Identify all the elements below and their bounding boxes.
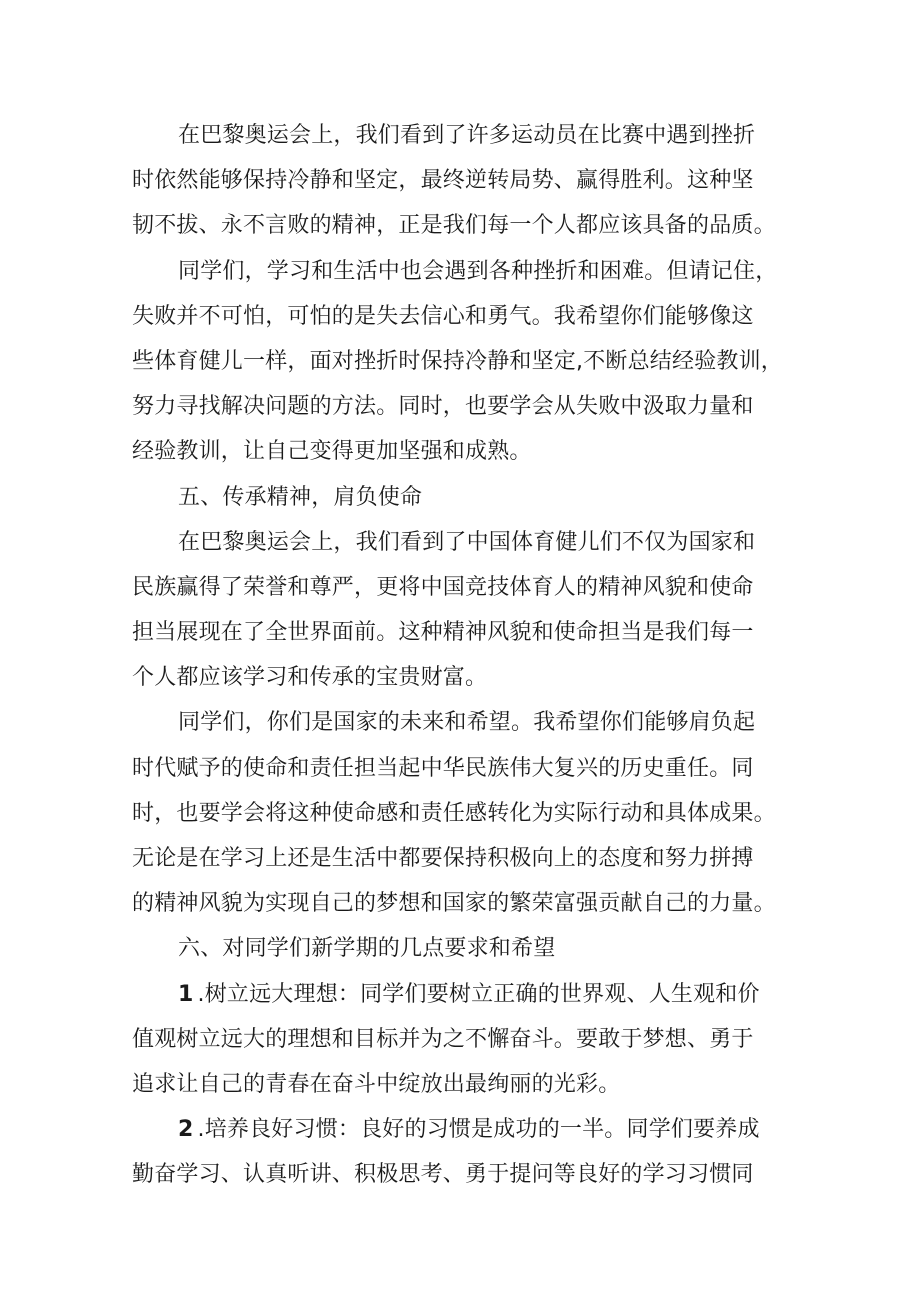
- text-line: 韧不拔、永不言败的精神，正是我们每一个人都应该具备的品质。: [132, 213, 776, 239]
- text-line: 同学们，学习和生活中也会遇到各种挫折和困难。但请记住，: [178, 258, 778, 284]
- paragraph-mission: [132, 700, 797, 926]
- text-line: 经验教训，让自己变得更加坚强和成熟。: [132, 439, 532, 465]
- text-line: 担当展现在了全世界面前。这种精神风貌和使命担当是我们每一: [132, 620, 754, 646]
- paragraph-facing-setbacks: [132, 249, 797, 475]
- text-line: 在巴黎奥运会上，我们看到了许多运动员在比赛中遇到挫折: [178, 123, 756, 148]
- section-heading: 六、对同学们新学期的几点要求和希望: [178, 936, 556, 962]
- text-line: 时依然能够保持冷静和坚定，最终逆转局势、赢得胜利。这种坚: [132, 168, 754, 194]
- text-run: .树立远大理想：同学们要树立正确的世界观、人生观和价: [197, 981, 760, 1007]
- section-heading-six: [132, 926, 797, 971]
- list-number: 2: [178, 1117, 194, 1143]
- text-line: 勤奋学习、认真听讲、积极思考、勇于提问等良好的学习习惯同: [132, 1162, 754, 1188]
- list-item-habits: [132, 1107, 797, 1197]
- text-line: 无论是在学习上还是生活中都要保持积极向上的态度和努力拼搏: [132, 846, 754, 871]
- text-line: 值观树立远大的理想和目标并为之不懈奋斗。要敢于梦想、勇于: [132, 1026, 754, 1052]
- text-line: 民族赢得了荣誉和尊严，更将中国竞技体育人的精神风貌和使命: [132, 574, 754, 600]
- section-heading: 五、传承精神，肩负使命: [178, 484, 423, 510]
- text-line: [132, 1107, 797, 1152]
- text-line: 些体育健儿一样，面对挫折时保持冷静和坚定,不断总结经验教训，: [132, 348, 783, 374]
- paragraph-spirit-showcase: [132, 520, 797, 701]
- text-line: 追求让自己的青春在奋斗中绽放出最绚丽的光彩。: [132, 1071, 621, 1097]
- text-line: 失败并不可怕，可怕的是失去信心和勇气。我希望你们能够像这: [132, 303, 754, 329]
- list-number: 1: [178, 981, 194, 1007]
- list-item-ideals: [132, 972, 797, 1108]
- text-line: 时代赋予的使命和责任担当起中华民族伟大复兴的历史重任。同: [132, 755, 754, 781]
- text-line: 的精神风貌为实现自己的梦想和国家的繁荣富强贡献自己的力量。: [132, 891, 776, 917]
- section-heading-five: [132, 475, 797, 520]
- text-run: .培养良好习惯：良好的习惯是成功的一半。同学们要养成: [197, 1117, 760, 1143]
- paragraph-perseverance: [132, 113, 797, 249]
- text-line: 时，也要学会将这种使命感和责任感转化为实际行动和具体成果。: [132, 800, 776, 826]
- text-line: 个人都应该学习和传承的宝贵财富。: [132, 665, 488, 691]
- text-line: 同学们，你们是国家的未来和希望。我希望你们能够肩负起: [178, 710, 756, 736]
- text-line: 努力寻找解决问题的方法。同时，也要学会从失败中汲取力量和: [132, 394, 754, 420]
- text-line: [132, 972, 797, 1017]
- document-body: [132, 113, 797, 1198]
- text-line: 在巴黎奥运会上，我们看到了中国体育健儿们不仅为国家和: [178, 529, 756, 555]
